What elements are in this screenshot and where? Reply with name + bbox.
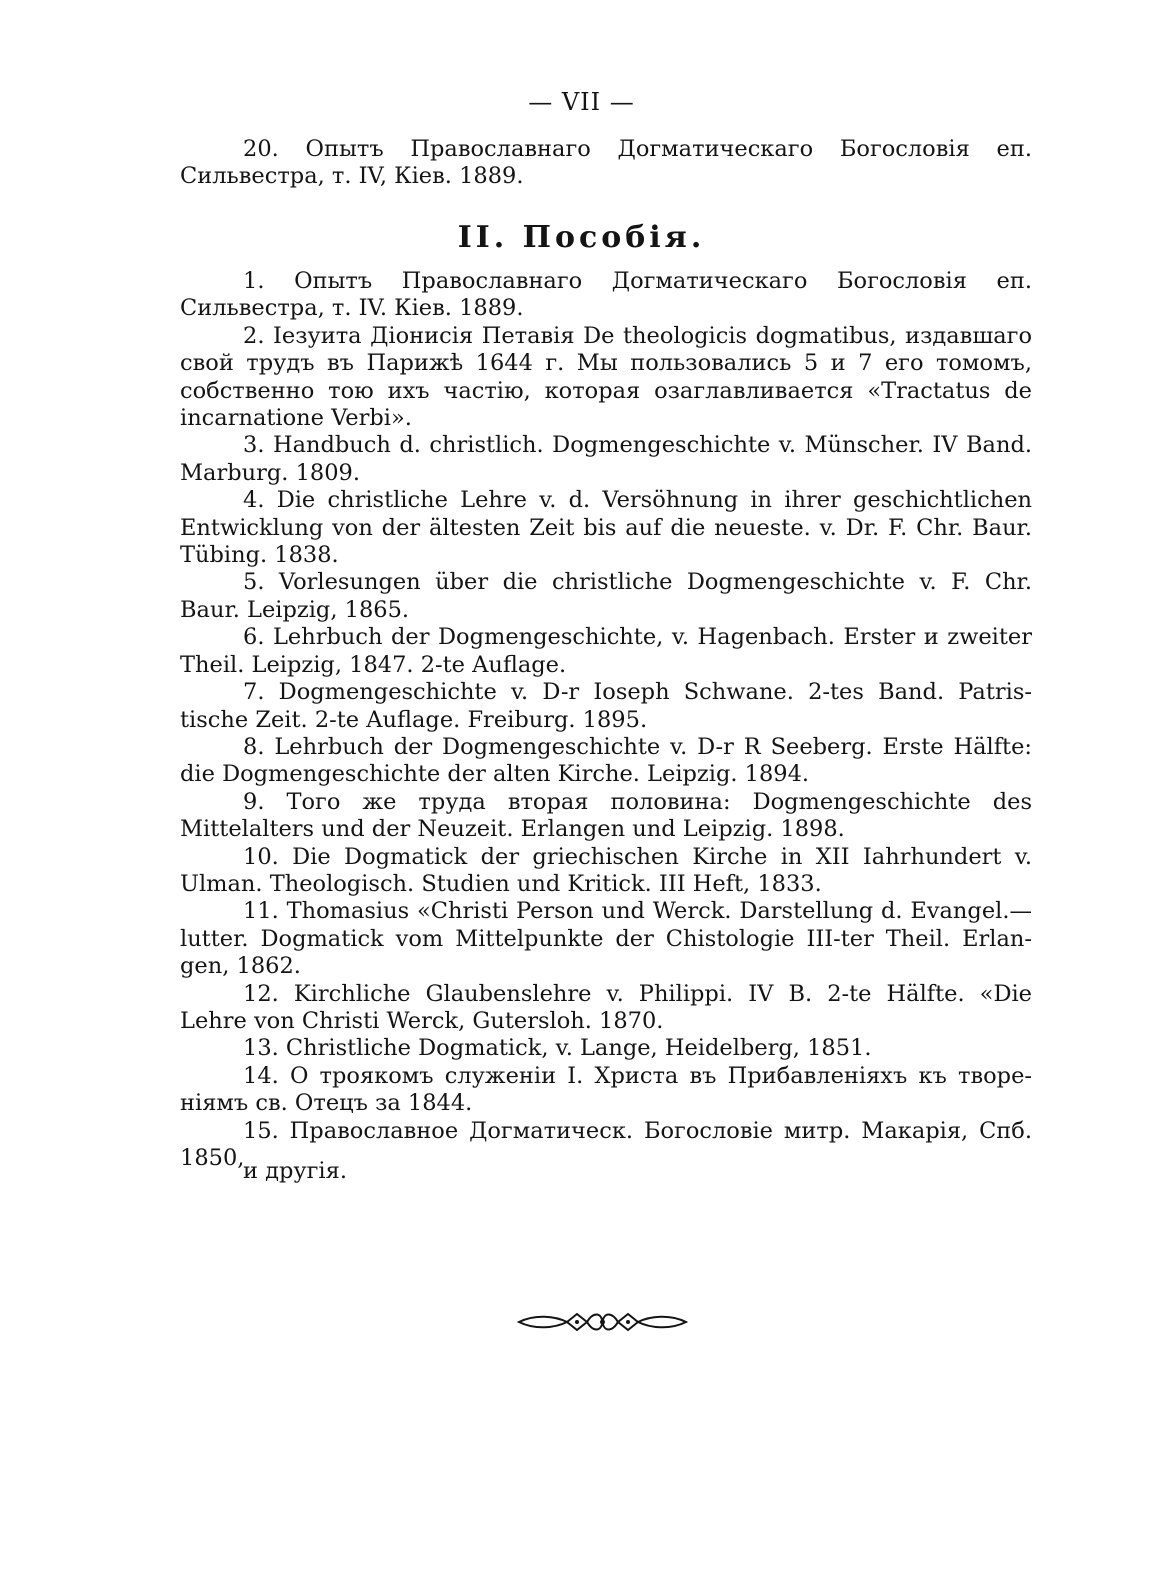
bibliography-entry: 13. Christliche Dogmatick, v. Lange, Heidelberg, 1851.	[243, 1035, 872, 1062]
bibliography-entry: 2. Іезуита Діонисія Петавія De theologicis dogmatibus, издавшаго свой трудъ въ Парижѣ 1644 г. Мы пользовались 5 и 7 его томомъ, собственно тою ихъ частію, которая озаглавливается «Tractatus de incarnatione Verbi».	[180, 322, 1032, 432]
bibliography-entry: 11. Thomasius «Christi Person und Werck. Darstellung d. Evangel.— lutter. Dogmatick vom Mittelpunkte der Chistologie III-ter Theil. Erlangen, 1862.	[180, 898, 1032, 980]
bibliography-entry: 20. Опытъ Православнаго Догматическаго Богословія еп. Сильвестра, т. IV, Кіев. 1889.	[180, 136, 1032, 190]
page-number: — VII —	[528, 88, 635, 116]
pre-section-list	[180, 136, 1032, 191]
bibliography-entry: 1. Опытъ Православнаго Догматическаго Богословія еп. Сильвестра, т. IV. Кіев. 1889.	[180, 268, 1032, 322]
bibliography-entry: 9. Того же труда вторая половина: Dogmengeschichte des Mittelalters und der Neuzeit. Erlangen und Leipzig. 1898.	[180, 788, 1032, 843]
bibliography-entry: 3. Handbuch d. christlich. Dogmengeschichte v. Münscher. IV Band. Marburg. 1809.	[180, 432, 1032, 486]
closing-text: и другія.	[243, 1158, 347, 1184]
bibliography-entry: 12. Kirchliche Glaubenslehre v. Philippi. IV B. 2-te Hälfte. «Die Lehre von Christi Werck, Gutersloh. 1870.	[180, 980, 1032, 1034]
bibliography-entry: 5. Vorlesungen über die christliche Dogmengeschichte v. F. Chr. Baur. Leipzig, 1865.	[180, 569, 1032, 623]
section-heading: II. Пособія.	[457, 220, 706, 255]
bibliography-entry: 14. О троякомъ служеніи І. Христа въ Прибавленіяхъ къ твореніямъ св. Отецъ за 1844.	[180, 1062, 1032, 1117]
bibliography-entry: 10. Die Dogmatick der griechischen Kirche in XII Iahrhundert v. Ulman. Theologisch. Studien und Kritick. III Heft, 1833.	[180, 843, 1032, 897]
bibliography-entry: 8. Lehrbuch der Dogmengeschichte v. D-r R Seeberg. Erste Hälfte: die Dogmengeschichte der alten Kirche. Leipzig. 1894.	[180, 733, 1032, 788]
ornament-divider-icon	[515, 1308, 690, 1336]
bibliography-entry: 15. Православное Догматическ. Богословіе митр. Макарія, Спб. 1850,	[180, 1117, 1032, 1171]
bibliography-list	[180, 268, 1032, 1172]
bibliography-entry: 4. Die christliche Lehre v. d. Versöhnung in ihrer geschichtlichen Entwicklung von der ältesten Zeit bis auf die neueste. v. Dr. F. Chr. Baur. Tübing. 1838.	[180, 487, 1032, 569]
bibliography-entry: 6. Lehrbuch der Dogmengeschichte, v. Hagenbach. Erster и zweiter Theil. Leipzig, 1847. 2-te Auflage.	[180, 624, 1032, 678]
bibliography-entry: 7. Dogmengeschichte v. D-r Ioseph Schwane. 2-tes Band. Patristische Zeit. 2-te Auflage. Freiburg. 1895.	[180, 679, 1032, 733]
